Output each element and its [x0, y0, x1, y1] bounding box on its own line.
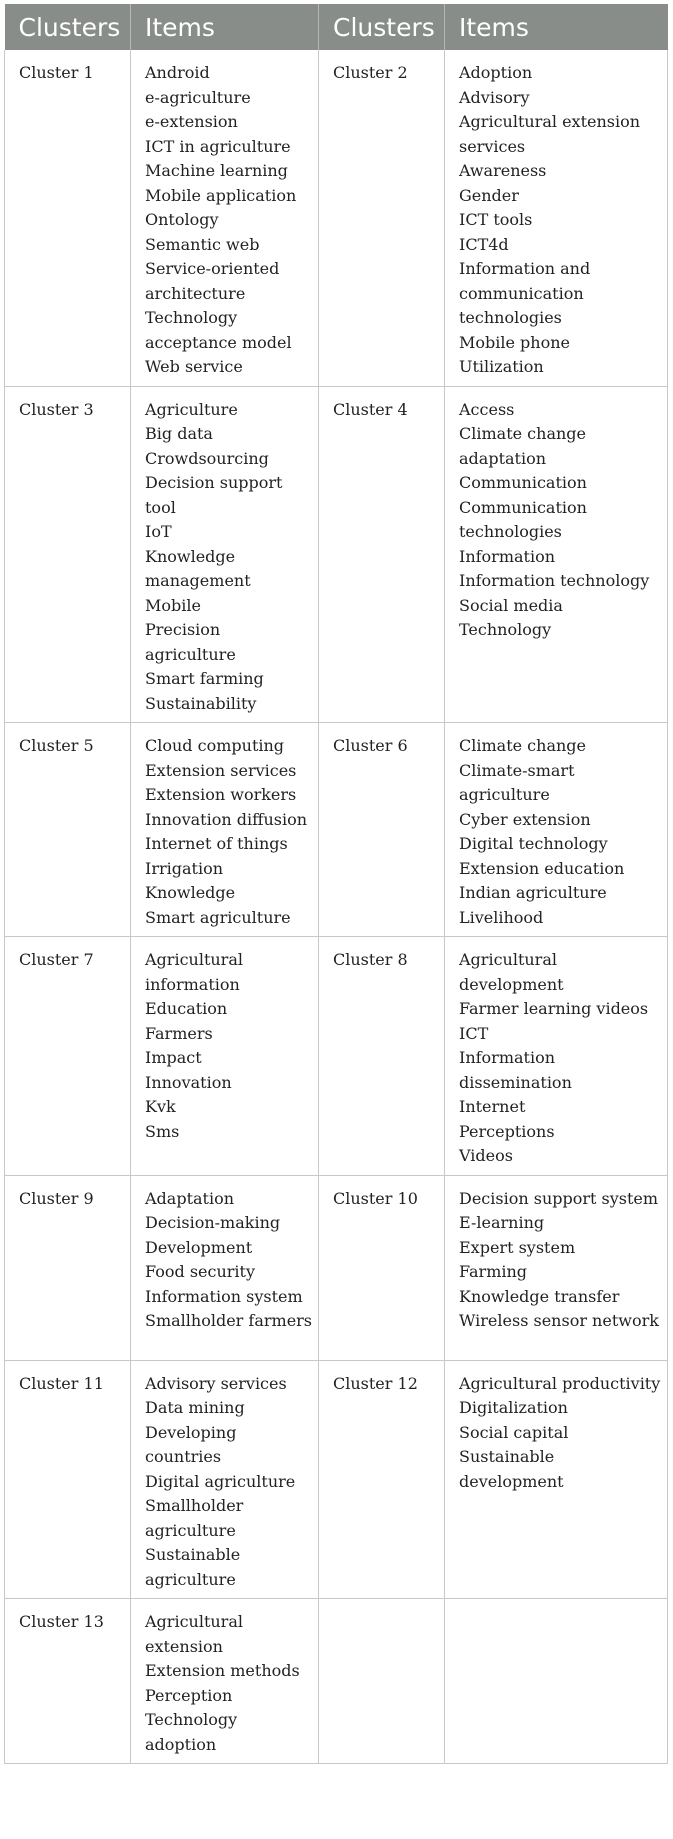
header-items-right: Items — [445, 4, 668, 50]
list-item: Climate change — [459, 736, 586, 755]
list-item: Mobile — [145, 595, 201, 615]
list-item: Internet of things — [145, 834, 288, 853]
list-item: Ontology — [145, 210, 219, 229]
list-item: Knowledge — [145, 883, 236, 902]
cluster-name-cell: Cluster 11 — [5, 1360, 131, 1599]
list-item: Agriculture — [145, 399, 238, 419]
list-item: Extension education — [459, 858, 625, 878]
list-item: IoT — [145, 522, 172, 541]
list-item: Information dissemination — [459, 1048, 572, 1092]
cluster-name-cell: Cluster 6 — [319, 723, 445, 937]
list-item: Android — [145, 63, 210, 82]
list-item: Decision-making — [145, 1213, 281, 1232]
items-cell — [445, 386, 668, 723]
items-cell — [131, 50, 319, 386]
list-item: Farmer learning videos — [459, 999, 649, 1018]
items-cell — [445, 1360, 668, 1599]
list-item: ICT4d — [459, 234, 509, 254]
cluster-name-cell: Cluster 12 — [319, 1360, 445, 1599]
list-item: Gender — [459, 185, 519, 205]
list-item: Digitalization — [459, 1398, 568, 1417]
list-item: Agricultural productivity — [459, 1373, 661, 1393]
list-item: Smallholder farmers — [145, 1311, 313, 1330]
list-item: Communication technologies — [459, 497, 587, 541]
header-items-left: Items — [131, 4, 319, 50]
list-item: e-agriculture — [145, 87, 251, 107]
list-item: Agricultural development — [459, 950, 564, 994]
header-clusters-left: Clusters — [5, 4, 131, 50]
list-item: Information and communication technologies — [459, 259, 591, 327]
list-item: Extension services — [145, 760, 297, 780]
list-item: Mobile phone — [459, 332, 570, 352]
list-item: ICT in agriculture — [145, 136, 291, 156]
table-row — [5, 723, 668, 937]
list-item: Information system — [145, 1286, 303, 1306]
list-item: Technology adoption — [145, 1710, 238, 1754]
list-item: Videos — [459, 1146, 513, 1165]
table-row — [5, 1175, 668, 1360]
list-item: Internet — [459, 1097, 526, 1116]
items-cell — [445, 50, 668, 386]
list-item: Cyber extension — [459, 809, 591, 829]
list-item: Service-oriented architecture — [145, 259, 280, 303]
items-cell — [131, 386, 319, 723]
list-item: ICT tools — [459, 210, 533, 229]
list-item: Kvk — [145, 1097, 176, 1116]
list-item: Agricultural extension services — [459, 112, 641, 156]
items-cell — [445, 723, 668, 937]
list-item: Access — [459, 399, 515, 419]
cluster-name-cell: Cluster 8 — [319, 937, 445, 1176]
cluster-name-cell: Cluster 10 — [319, 1175, 445, 1360]
list-item: Digital agriculture — [145, 1471, 296, 1491]
cluster-name-cell — [319, 1599, 445, 1764]
list-item: Sustainable agriculture — [145, 1545, 241, 1589]
list-item: Communication — [459, 473, 587, 492]
list-item: Expert system — [459, 1237, 576, 1257]
clusters-table — [4, 4, 668, 1764]
cluster-name-cell: Cluster 1 — [5, 50, 131, 386]
items-cell — [445, 1599, 668, 1764]
list-item: Technology acceptance model — [145, 308, 292, 352]
list-item: Semantic web — [145, 234, 260, 254]
items-cell — [131, 1599, 319, 1764]
list-item: Mobile application — [145, 185, 297, 205]
items-cell — [131, 1360, 319, 1599]
list-item: Agricultural information — [145, 950, 243, 994]
cluster-name-cell: Cluster 5 — [5, 723, 131, 937]
items-cell — [131, 937, 319, 1176]
list-item: Information technology — [459, 571, 650, 590]
list-item: Development — [145, 1237, 253, 1257]
list-item: Livelihood — [459, 907, 544, 927]
list-item: Irrigation — [145, 858, 223, 878]
list-item: Wireless sensor network — [459, 1311, 659, 1330]
list-item: Web service — [145, 357, 243, 376]
list-item: Extension workers — [145, 785, 297, 804]
list-item: Climate-smart agriculture — [459, 760, 575, 804]
list-item: Precision agriculture — [145, 620, 236, 664]
list-item: Decision support tool — [145, 473, 283, 517]
list-item: Perception — [145, 1685, 233, 1705]
list-item: Developing countries — [145, 1422, 237, 1466]
list-item: Crowdsourcing — [145, 448, 269, 468]
list-item: Farmers — [145, 1023, 213, 1043]
list-item: Awareness — [459, 161, 547, 180]
list-item: Knowledge management — [145, 546, 251, 590]
list-item: Farming — [459, 1262, 528, 1281]
list-item: Indian agriculture — [459, 883, 607, 902]
cluster-name-cell: Cluster 9 — [5, 1175, 131, 1360]
list-item: Utilization — [459, 357, 544, 376]
list-item: Big data — [145, 424, 213, 443]
table-row — [5, 386, 668, 723]
list-item: E-learning — [459, 1213, 545, 1232]
list-item: Sms — [145, 1121, 180, 1141]
list-item: Information — [459, 546, 556, 566]
list-item: Advisory — [459, 87, 530, 107]
list-item: Knowledge transfer — [459, 1286, 620, 1306]
list-item: Extension methods — [145, 1661, 300, 1680]
list-item: Technology — [459, 620, 552, 639]
items-cell — [131, 1175, 319, 1360]
list-item: ICT — [459, 1023, 489, 1043]
items-cell — [131, 723, 319, 937]
list-item: Digital technology — [459, 834, 608, 853]
table-row — [5, 50, 668, 386]
list-item: Agricultural extension — [145, 1612, 243, 1656]
cluster-name-cell: Cluster 2 — [319, 50, 445, 386]
table-row — [5, 937, 668, 1176]
list-item: Education — [145, 999, 228, 1018]
header-clusters-right: Clusters — [319, 4, 445, 50]
cluster-name-cell: Cluster 4 — [319, 386, 445, 723]
list-item: Adoption — [459, 63, 533, 82]
list-item: Social media — [459, 595, 563, 615]
items-cell — [445, 1175, 668, 1360]
cluster-name-cell: Cluster 3 — [5, 386, 131, 723]
list-item: Smallholder agriculture — [145, 1496, 244, 1540]
list-item: Innovation diffusion — [145, 809, 308, 829]
table-row — [5, 1599, 668, 1764]
table-body — [5, 50, 668, 1764]
list-item: Sustainable development — [459, 1447, 564, 1491]
list-item: Social capital — [459, 1422, 569, 1442]
list-item: e-extension — [145, 112, 238, 131]
header-row — [5, 4, 668, 50]
table-row — [5, 1360, 668, 1599]
list-item: Decision support system — [459, 1188, 659, 1208]
list-item: Sustainability — [145, 693, 257, 713]
cluster-name-cell: Cluster 13 — [5, 1599, 131, 1764]
list-item: Innovation — [145, 1072, 232, 1092]
list-item: Data mining — [145, 1398, 245, 1417]
cluster-name-cell: Cluster 7 — [5, 937, 131, 1176]
list-item: Climate change adaptation — [459, 424, 586, 468]
list-item: Machine learning — [145, 161, 288, 180]
table-header — [5, 4, 668, 50]
list-item: Food security — [145, 1262, 255, 1281]
list-item: Smart agriculture — [145, 907, 291, 927]
list-item: Adaptation — [145, 1188, 235, 1208]
list-item: Advisory services — [145, 1373, 287, 1393]
items-cell — [445, 937, 668, 1176]
list-item: Perceptions — [459, 1121, 555, 1141]
list-item: Cloud computing — [145, 736, 285, 755]
list-item: Impact — [145, 1048, 202, 1067]
list-item: Smart farming — [145, 669, 264, 688]
